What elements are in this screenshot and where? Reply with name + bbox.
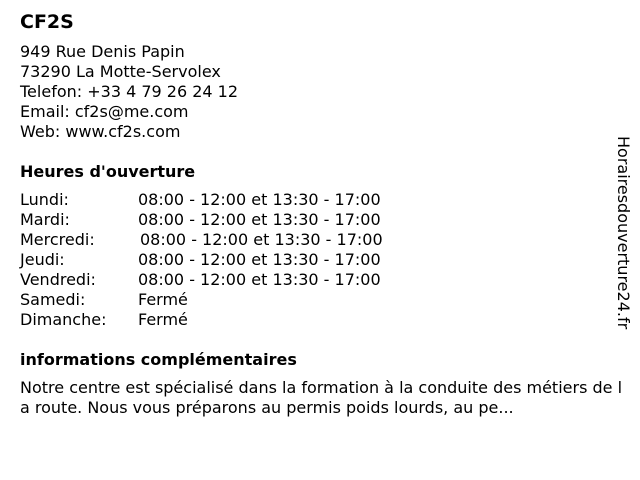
- day-hours: 08:00 - 12:00 et 13:30 - 17:00: [140, 230, 383, 249]
- opening-hours-heading: Heures d'ouverture: [20, 162, 196, 181]
- day-hours: 08:00 - 12:00 et 13:30 - 17:00: [138, 210, 381, 229]
- address-line-1: 949 Rue Denis Papin: [20, 42, 185, 61]
- phone-line: Telefon: +33 4 79 26 24 12: [20, 82, 239, 101]
- address-line-2: 73290 La Motte-Servolex: [20, 62, 221, 81]
- day-hours: 08:00 - 12:00 et 13:30 - 17:00: [138, 190, 381, 209]
- day-label: Mardi:: [20, 210, 70, 229]
- day-label: Lundi:: [20, 190, 69, 209]
- business-card: [20, 10, 623, 418]
- day-label: Vendredi:: [20, 270, 96, 289]
- site-watermark: Horairesdouverture24.fr: [614, 136, 633, 330]
- hours-row-sunday: [20, 310, 610, 330]
- hours-row-saturday: [20, 290, 610, 310]
- hours-row-friday: [20, 270, 610, 290]
- hours-row-tuesday: [20, 210, 610, 230]
- email-line: Email: cf2s@me.com: [20, 102, 189, 121]
- day-hours: 08:00 - 12:00 et 13:30 - 17:00: [138, 250, 381, 269]
- day-label: Mercredi:: [20, 230, 95, 249]
- additional-info-text: Notre centre est spécialisé dans la formation à la conduite des métiers de la route. Nous vous préparons au permis poids lourds, au pe...: [20, 378, 623, 417]
- day-hours: Fermé: [138, 290, 188, 309]
- day-label: Dimanche:: [20, 310, 107, 329]
- web-line: Web: www.cf2s.com: [20, 122, 181, 141]
- hours-row-wednesday: [20, 230, 610, 250]
- hours-row-thursday: [20, 250, 610, 270]
- day-label: Samedi:: [20, 290, 86, 309]
- day-hours: Fermé: [138, 310, 188, 329]
- business-name: CF2S: [20, 11, 74, 33]
- hours-row-monday: [20, 190, 610, 210]
- day-label: Jeudi:: [20, 250, 65, 269]
- additional-info-heading: informations complémentaires: [20, 350, 297, 369]
- day-hours: 08:00 - 12:00 et 13:30 - 17:00: [138, 270, 381, 289]
